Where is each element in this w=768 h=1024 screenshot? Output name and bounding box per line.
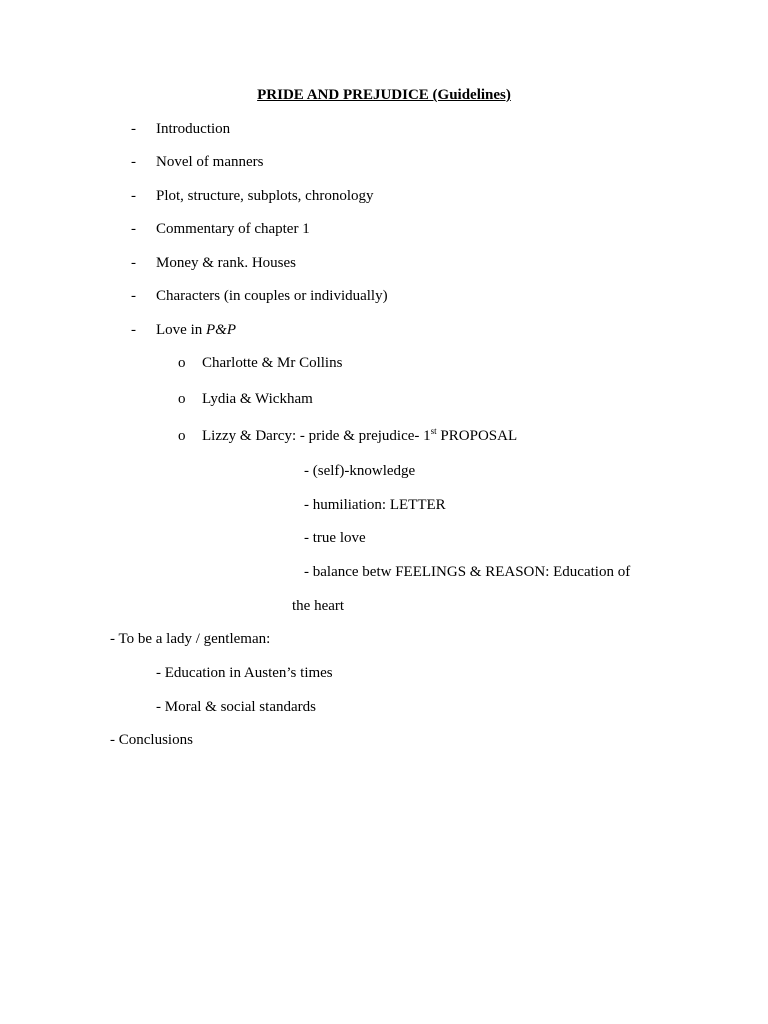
detail-point: - balance betw FEELINGS & REASON: Education of	[304, 564, 631, 580]
section-heading-lady: - To be a lady / gentleman:	[110, 631, 271, 647]
detail-continuation: the heart	[292, 598, 345, 614]
detail-point: - humiliation: LETTER	[304, 497, 446, 513]
lady-point: - Moral & social standards	[156, 699, 316, 715]
detail-point: - (self)-knowledge	[304, 463, 416, 479]
page-title: PRIDE AND PREJUDICE (Guidelines)	[257, 87, 511, 103]
lady-point: - Education in Austen’s times	[156, 665, 333, 681]
section-conclusions: - Conclusions	[110, 732, 193, 748]
detail-point: - true love	[304, 530, 366, 546]
